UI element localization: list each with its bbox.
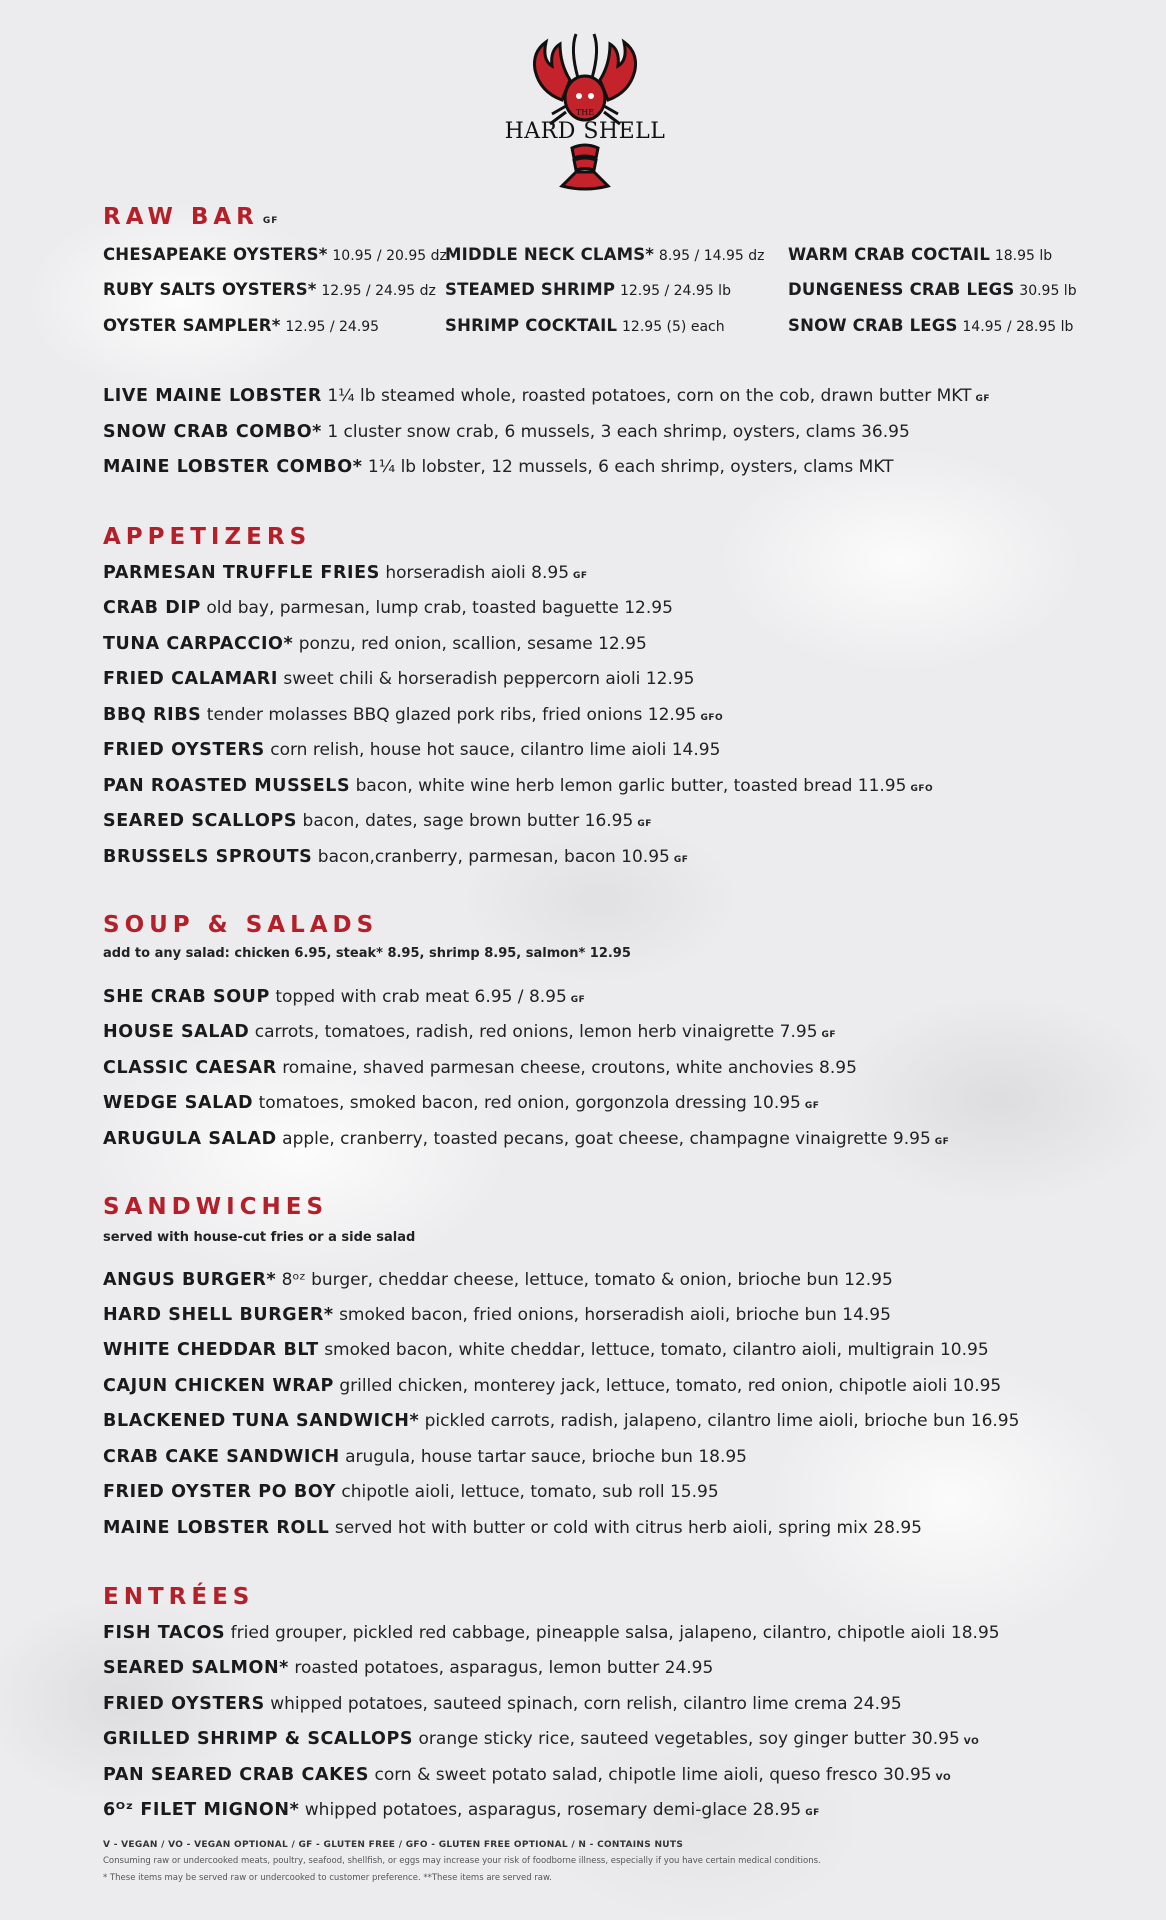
menu-item: SHE CRAB SOUP topped with crab meat 6.95 / 8.95 GF bbox=[103, 987, 586, 1007]
raw-bar-item: CHESAPEAKE OYSTERS* 10.95 / 20.95 dz bbox=[103, 245, 447, 264]
menu-item: PAN ROASTED MUSSELS bacon, white wine herb lemon garlic butter, toasted bread 11.95 GFO bbox=[103, 776, 934, 796]
menu-item: BLACKENED TUNA SANDWICH* pickled carrots, radish, jalapeno, cilantro lime aioli, brioche bun 16.95 bbox=[103, 1411, 1020, 1431]
menu-item: TUNA CARPACCIO* ponzu, red onion, scallion, sesame 12.95 bbox=[103, 634, 647, 654]
menu-item: SEARED SALMON* roasted potatoes, asparagus, lemon butter 24.95 bbox=[103, 1658, 714, 1678]
dietary-legend: V - VEGAN / VO - VEGAN OPTIONAL / GF - GLUTEN FREE / GFO - GLUTEN FREE OPTIONAL / N - CONTAINS NUTS bbox=[103, 1840, 684, 1850]
raw-bar-title: RAW BAR GF bbox=[103, 204, 279, 230]
menu-item: WEDGE SALAD tomatoes, smoked bacon, red onion, gorgonzola dressing 10.95 GF bbox=[103, 1093, 820, 1113]
menu-item: BRUSSELS SPROUTS bacon,cranberry, parmesan, bacon 10.95 GF bbox=[103, 847, 689, 867]
raw-bar-item: WARM CRAB COCTAIL 18.95 lb bbox=[788, 245, 1053, 264]
menu-item: HOUSE SALAD carrots, tomatoes, radish, red onions, lemon herb vinaigrette 7.95 GF bbox=[103, 1022, 837, 1042]
menu-item: FRIED OYSTERS whipped potatoes, sauteed spinach, corn relish, cilantro lime crema 24.95 bbox=[103, 1694, 902, 1714]
menu-item: MAINE LOBSTER ROLL served hot with butter or cold with citrus herb aioli, spring mix 28.95 bbox=[103, 1518, 922, 1538]
menu-item: CAJUN CHICKEN WRAP grilled chicken, monterey jack, lettuce, tomato, red onion, chipotle aioli 10.95 bbox=[103, 1376, 1002, 1396]
combo-item: MAINE LOBSTER COMBO* 1¼ lb lobster, 12 mussels, 6 each shrimp, oysters, clams MKT bbox=[103, 457, 894, 477]
entrees-title: ENTRÉES bbox=[103, 1584, 255, 1610]
logo-small-text: THE bbox=[575, 108, 595, 117]
gf-tag: GF bbox=[262, 216, 279, 226]
menu-item: CLASSIC CAESAR romaine, shaved parmesan cheese, croutons, white anchovies 8.95 bbox=[103, 1058, 857, 1078]
menu-item: CRAB DIP old bay, parmesan, lump crab, toasted baguette 12.95 bbox=[103, 598, 673, 618]
raw-bar-item: STEAMED SHRIMP 12.95 / 24.95 lb bbox=[445, 280, 731, 299]
raw-bar-item: MIDDLE NECK CLAMS* 8.95 / 14.95 dz bbox=[445, 245, 765, 264]
appetizers-title: APPETIZERS bbox=[103, 524, 312, 550]
raw-bar-item: RUBY SALTS OYSTERS* 12.95 / 24.95 dz bbox=[103, 280, 436, 299]
lobster-icon bbox=[490, 30, 680, 195]
raw-bar-item: SNOW CRAB LEGS 14.95 / 28.95 lb bbox=[788, 316, 1074, 335]
sandwiches-title: SANDWICHES bbox=[103, 1194, 329, 1220]
combo-item: LIVE MAINE LOBSTER 1¼ lb steamed whole, roasted potatoes, corn on the cob, drawn butter MKT GF bbox=[103, 386, 991, 406]
menu-item: CRAB CAKE SANDWICH arugula, house tartar sauce, brioche bun 18.95 bbox=[103, 1447, 747, 1467]
menu-item: ARUGULA SALAD apple, cranberry, toasted pecans, goat cheese, champagne vinaigrette 9.95 GF bbox=[103, 1129, 950, 1149]
menu-item: PARMESAN TRUFFLE FRIES horseradish aioli 8.95 GF bbox=[103, 563, 588, 583]
menu-item: ANGUS BURGER* 8ᵒᶻ burger, cheddar cheese, lettuce, tomato & onion, brioche bun 12.95 bbox=[103, 1270, 893, 1290]
menu-item: FRIED OYSTER PO BOY chipotle aioli, lettuce, tomato, sub roll 15.95 bbox=[103, 1482, 719, 1502]
menu-item: FISH TACOS fried grouper, pickled red cabbage, pineapple salsa, jalapeno, cilantro, chipotle aioli 18.95 bbox=[103, 1623, 1000, 1643]
logo-name-text: HARD SHELL bbox=[504, 119, 666, 144]
menu-item: WHITE CHEDDAR BLT smoked bacon, white cheddar, lettuce, tomato, cilantro aioli, multigrain 10.95 bbox=[103, 1340, 989, 1360]
raw-items-note: * These items may be served raw or undercooked to customer preference. **These items are served raw. bbox=[103, 1873, 552, 1883]
menu-item: HARD SHELL BURGER* smoked bacon, fried onions, horseradish aioli, brioche bun 14.95 bbox=[103, 1305, 891, 1325]
salad-addon-note: add to any salad: chicken 6.95, steak* 8.95, shrimp 8.95, salmon* 12.95 bbox=[103, 946, 631, 961]
raw-bar-item: OYSTER SAMPLER* 12.95 / 24.95 bbox=[103, 316, 380, 335]
menu-item: BBQ RIBS tender molasses BBQ glazed pork ribs, fried onions 12.95 GFO bbox=[103, 705, 724, 725]
health-warning: Consuming raw or undercooked meats, poultry, seafood, shellfish, or eggs may increase your risk of foodborne illness, especially if you have certain medical conditions. bbox=[103, 1856, 821, 1866]
combo-item: SNOW CRAB COMBO* 1 cluster snow crab, 6 mussels, 3 each shrimp, oysters, clams 36.95 bbox=[103, 422, 910, 442]
menu-item: GRILLED SHRIMP & SCALLOPS orange sticky rice, sauteed vegetables, soy ginger butter 30.95 VO bbox=[103, 1729, 980, 1749]
menu-item: 6ᴼᶻ FILET MIGNON* whipped potatoes, asparagus, rosemary demi-glace 28.95 GF bbox=[103, 1800, 820, 1820]
hard-shell-logo bbox=[490, 30, 680, 195]
soup-salads-title: SOUP & SALADS bbox=[103, 912, 379, 938]
sandwiches-note: served with house-cut fries or a side salad bbox=[103, 1230, 416, 1245]
menu-item: SEARED SCALLOPS bacon, dates, sage brown butter 16.95 GF bbox=[103, 811, 652, 831]
menu-item: PAN SEARED CRAB CAKES corn & sweet potato salad, chipotle lime aioli, queso fresco 30.95 VO bbox=[103, 1765, 952, 1785]
menu-item: FRIED OYSTERS corn relish, house hot sauce, cilantro lime aioli 14.95 bbox=[103, 740, 721, 760]
raw-bar-item: SHRIMP COCKTAIL 12.95 (5) each bbox=[445, 316, 725, 335]
raw-bar-item: DUNGENESS CRAB LEGS 30.95 lb bbox=[788, 280, 1077, 299]
menu-item: FRIED CALAMARI sweet chili & horseradish peppercorn aioli 12.95 bbox=[103, 669, 695, 689]
